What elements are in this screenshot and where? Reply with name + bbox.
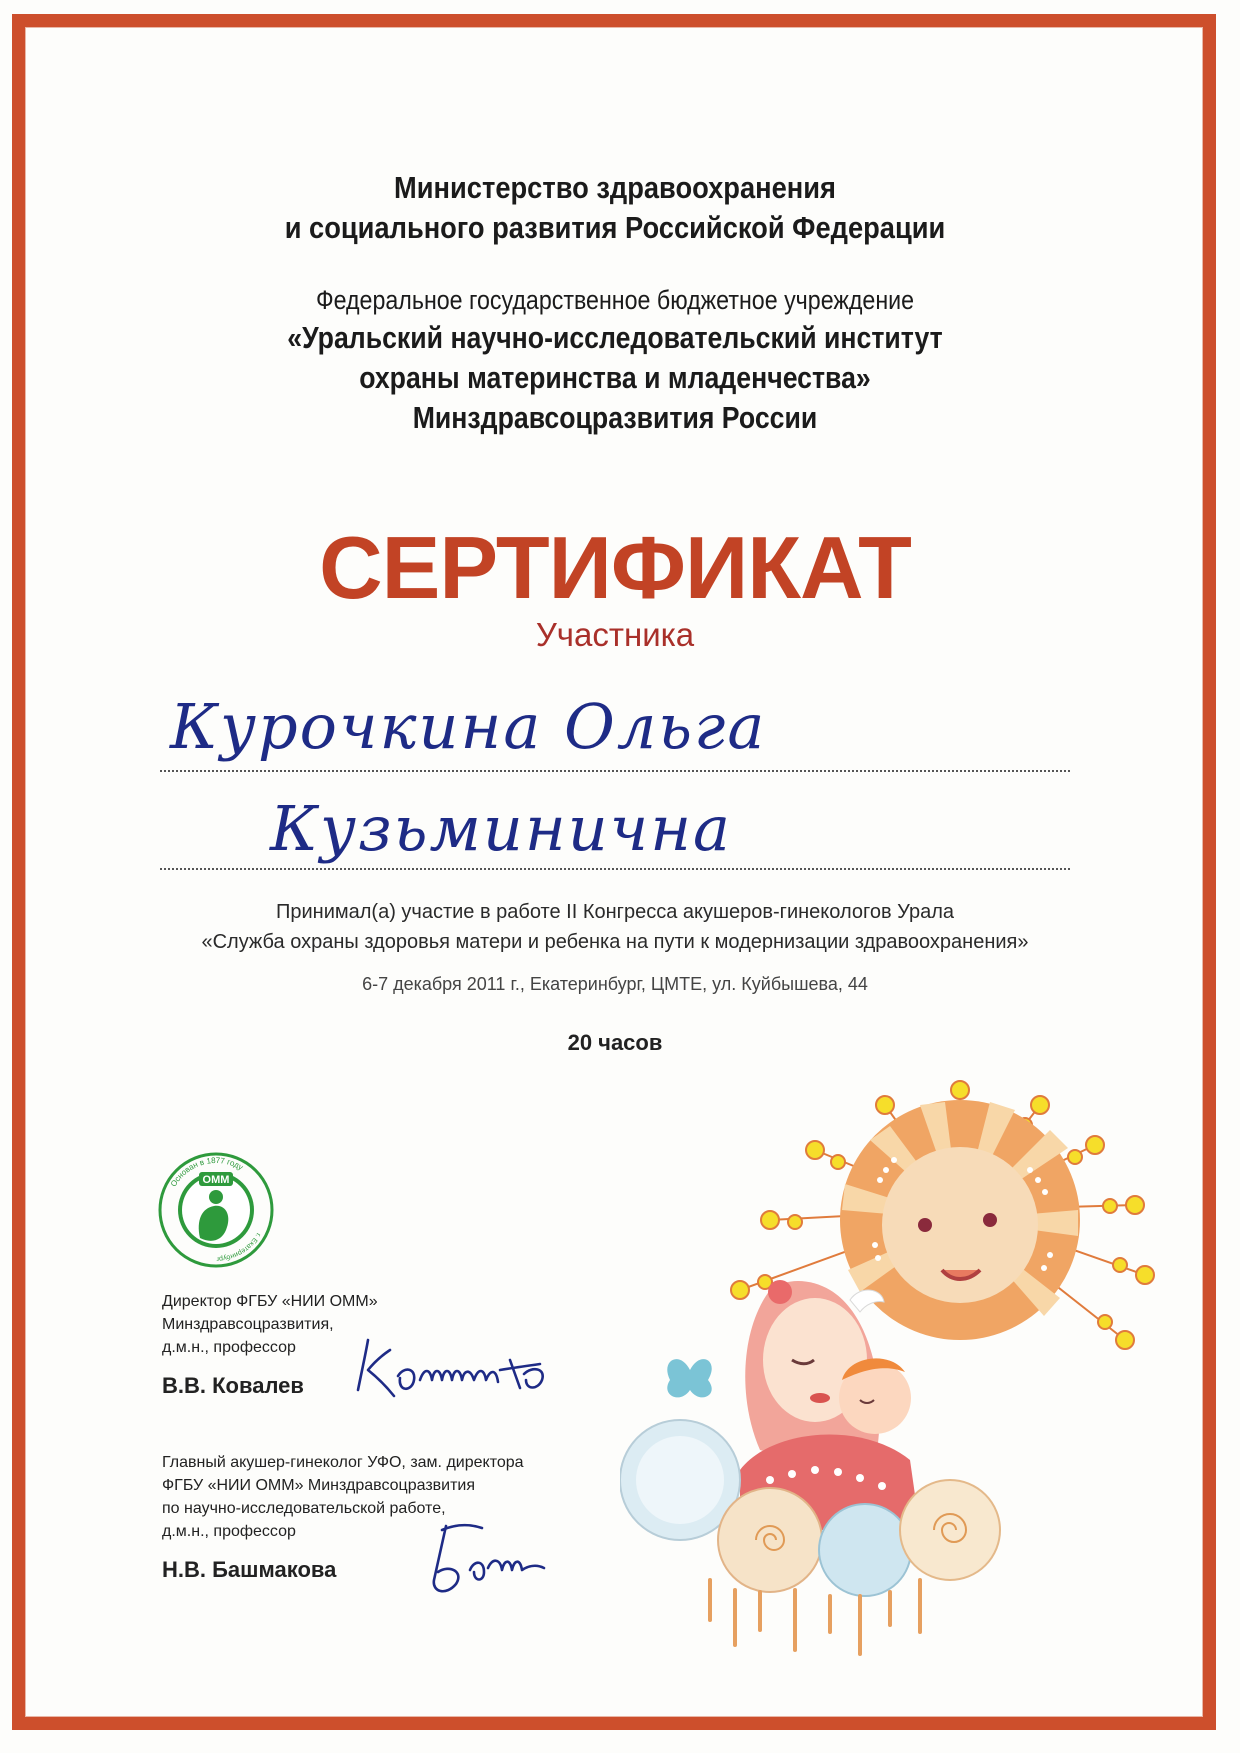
institution-line-2: охраны материнства и младенчества» bbox=[359, 360, 871, 395]
certificate-title: СЕРТИФИКАТ bbox=[319, 518, 911, 617]
signatory-1-role-1: Директор ФГБУ «НИИ ОММ» bbox=[162, 1293, 378, 1310]
signatory-2-role-3: по научно-исследовательской работе, bbox=[162, 1500, 446, 1517]
seal-center-text: ОММ bbox=[202, 1174, 230, 1186]
name-dotted-line-1 bbox=[160, 770, 1070, 772]
drips bbox=[710, 1580, 920, 1654]
signature-kovalev bbox=[350, 1330, 580, 1420]
holder-name-line-1: Курочкина Ольга bbox=[170, 690, 767, 763]
signatory-2-role-1: Главный акушер-гинеколог УФО, зам. директора bbox=[162, 1454, 524, 1471]
signatory-2-role-2: ФГБУ «НИИ ОММ» Минздравсоцразвития bbox=[162, 1477, 476, 1494]
institution-line-1: «Уральский научно-исследовательский институт bbox=[287, 320, 943, 355]
institution-type: Федеральное государственное бюджетное учреждение bbox=[315, 285, 915, 315]
butterfly-icon bbox=[667, 1359, 711, 1397]
mother-hair-flower bbox=[768, 1280, 792, 1304]
signature-bashmakova bbox=[412, 1510, 582, 1610]
holder-name-line-2: Кузьминична bbox=[270, 792, 732, 865]
signatory-1-role-2: Минздравсоцразвития, bbox=[162, 1316, 334, 1333]
name-dotted-line-2 bbox=[160, 868, 1070, 870]
signatory-1-name: В.В. Ковалев bbox=[162, 1373, 304, 1398]
ministry-line-1: Министерство здравоохранения bbox=[394, 170, 836, 205]
institute-seal-logo bbox=[156, 1150, 276, 1270]
ministry-line-2: и социального развития Российской Федерации bbox=[284, 210, 946, 245]
certificate-subtitle: Участника bbox=[535, 616, 695, 653]
participation-line-2: «Служба охраны здоровья матери и ребенка на пути к модернизации здравоохранения» bbox=[201, 931, 1029, 953]
event-hours: 20 часов bbox=[567, 1030, 663, 1055]
seal-ring-text: Основан в 1877 году bbox=[168, 1155, 245, 1189]
institution-name bbox=[189, 318, 1040, 438]
sun-left-eye bbox=[918, 1218, 932, 1232]
bird-icon bbox=[850, 1290, 884, 1312]
ministry-heading bbox=[179, 168, 1050, 248]
sun-mother-child-illustration bbox=[620, 1060, 1180, 1660]
signatory-director bbox=[162, 1290, 378, 1401]
mother-lips bbox=[810, 1393, 830, 1403]
event-date-place: 6-7 декабря 2011 г., Екатеринбург, ЦМТЕ, ул. Куйбышева, 44 bbox=[362, 974, 868, 994]
institution-line-3: Минздравсоцразвития России bbox=[412, 400, 818, 435]
participation-text bbox=[140, 897, 1090, 957]
seal-ring-text-2: г. Екатеринбург bbox=[216, 1231, 262, 1263]
participation-line-1: Принимал(а) участие в работе II Конгресса акушеров-гинекологов Урала bbox=[276, 901, 954, 923]
signatory-1-role-3: д.м.н., профессор bbox=[162, 1339, 296, 1356]
sun-right-eye bbox=[983, 1213, 997, 1227]
signatory-2-role-4: д.м.н., профессор bbox=[162, 1523, 296, 1540]
signatory-2-name: Н.В. Башмакова bbox=[162, 1557, 337, 1582]
